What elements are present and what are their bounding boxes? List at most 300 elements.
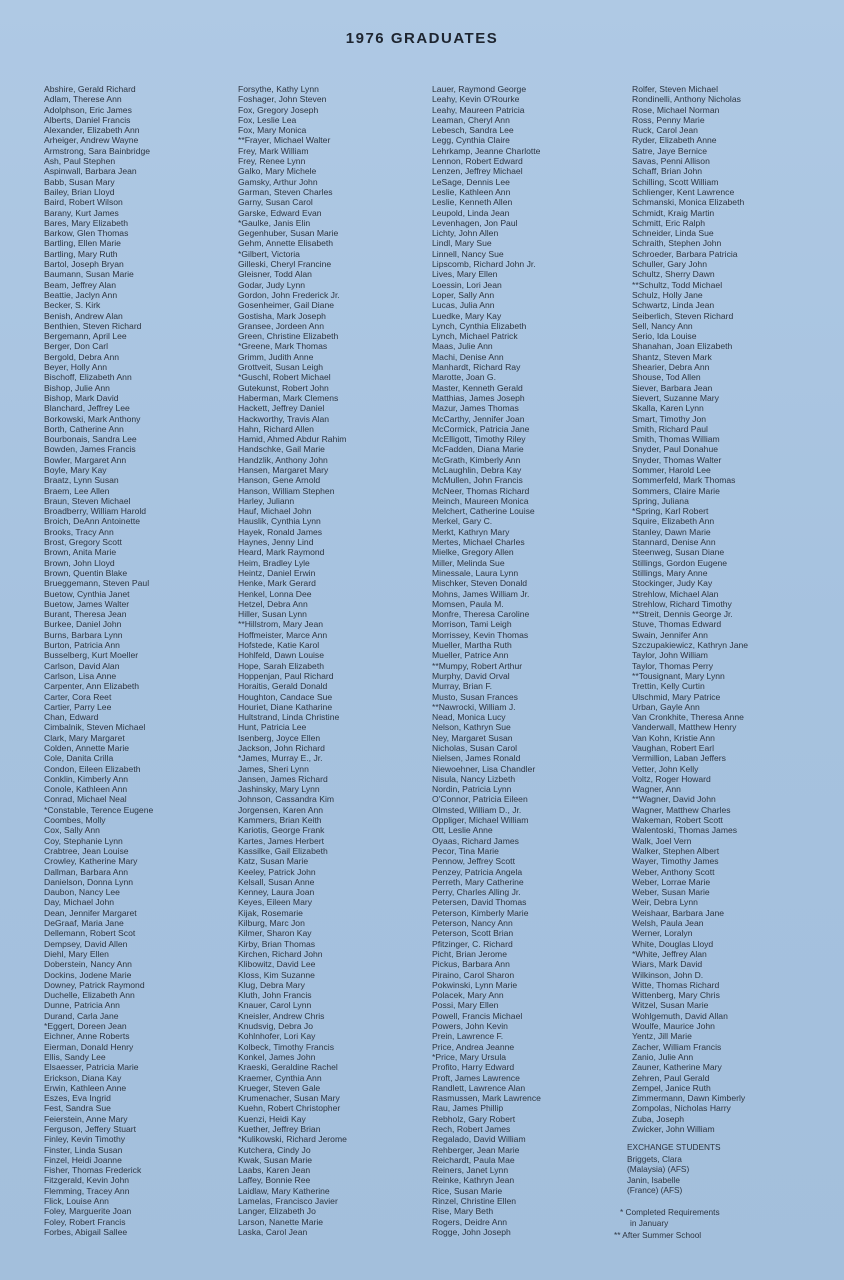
graduate-name: Konkel, James John [238,1051,316,1062]
graduate-name: Ruck, Carol Jean [632,125,698,136]
graduate-name: Diehl, Mary Ellen [44,948,109,959]
graduate-name: Foley, Marguerite Joan [44,1206,132,1217]
graduates-column-4 [632,84,748,1134]
graduate-name: Laska, Carol Jean [238,1226,308,1237]
graduate-name: Ellis, Sandy Lee [44,1051,106,1062]
graduate-name: Petersen, David Thomas [432,897,527,908]
graduate-name: **Wagner, David John [632,794,716,805]
graduate-name: McGrath, Kimberly Ann [432,454,521,465]
graduate-name: Braem, Lee Allen [44,485,110,496]
graduate-name: Jorgensen, Karen Ann [238,804,324,815]
graduate-name: Polacek, Mary Ann [432,990,504,1001]
graduate-name: Mazur, James Thomas [432,403,519,414]
graduate-name: Kilburg, Marc Jon [238,918,305,929]
graduate-name: Dean, Jennifer Margaret [44,907,137,918]
graduate-name: Rasmussen, Mark Lawrence [432,1093,541,1104]
graduate-name: Vermillion, Laban Jeffers [632,753,726,764]
graduate-name: Buetow, James Walter [44,598,130,609]
graduate-name: Krumenacher, Susan Mary [238,1093,340,1104]
graduate-name: Merkt, Kathryn Mary [432,526,510,537]
graduate-name: Bishop, Julie Ann [44,382,110,393]
graduate-name: McFadden, Diana Marie [432,444,524,455]
graduate-name: *Kulikowski, Richard Jerome [238,1134,347,1145]
graduate-name: Marotte, Joan G. [432,372,497,383]
graduate-name: Hayek, Ronald James [238,526,323,537]
graduate-name: Gostisha, Mark Joseph [238,310,326,321]
graduate-name: McCarthy, Jennifer Joan [432,413,525,424]
graduate-name: Pokwinski, Lynn Marie [432,979,518,990]
graduate-name: McElligott, Timothy Riley [432,434,526,445]
graduate-name: Laidlaw, Mary Katherine [238,1185,330,1196]
graduate-name: Zanio, Julie Ann [632,1051,694,1062]
graduate-name: *Eggert, Doreen Jean [44,1021,127,1032]
graduate-name: Hahn, Richard Allen [238,423,314,434]
graduate-name: Hanson, Gene Arnold [238,475,321,486]
graduate-name: Meinch, Maureen Monica [432,495,529,506]
graduate-name: Adolphson, Eric James [44,104,132,115]
graduate-name: Serio, Ida Louise [632,331,697,342]
graduate-name: Kuether, Jeffrey Brian [238,1123,321,1134]
graduate-name: Wittenberg, Mary Chris [632,990,720,1001]
graduate-name: Lennon, Robert Edward [432,156,523,167]
graduate-name: Mueller, Martha Ruth [432,640,512,651]
graduate-name: Bergemann, April Lee [44,331,127,342]
graduate-name: Master, Kenneth Gerald [432,382,523,393]
graduate-name: Weber, Anthony Scott [632,866,715,877]
graduate-name: Stanley, Dawn Marie [632,526,711,537]
graduate-name: Elsaesser, Patricia Marie [44,1062,139,1073]
graduate-name: Kuenzi, Heidi Kay [238,1113,306,1124]
graduate-name: Lindl, Mary Sue [432,238,492,249]
graduates-column-2 [238,84,347,1237]
graduate-name: Forsythe, Kathy Lynn [238,84,319,94]
graduate-name: Kelsall, Susan Anne [238,876,315,887]
graduate-name: Broadberry, William Harold [44,506,147,517]
graduate-name: Schroeder, Barbara Patricia [632,248,738,259]
graduate-name: Machi, Denise Ann [432,351,504,362]
graduate-name: Hackworthy, Travis Alan [238,413,330,424]
graduate-name: Horaitis, Gerald Donald [238,681,328,692]
graduate-name: Keyes, Eileen Mary [238,897,313,908]
graduate-name: Isenberg, Joyce Ellen [238,732,321,743]
graduate-name: Bailey, Brian Lloyd [44,186,115,197]
graduate-name: Weir, Debra Lynn [632,897,698,908]
graduate-name: Bartling, Mary Ruth [44,248,118,259]
graduate-name: Stillings, Mary Anne [632,567,708,578]
graduate-name: Bartling, Ellen Marie [44,238,121,249]
graduate-name: Clark, Mary Margaret [44,732,125,743]
graduate-name: Oyaas, Richard James [432,835,519,846]
graduate-name: Klibowitz, David Lee [238,959,316,970]
graduate-name: Brost, Gregory Scott [44,537,122,548]
graduate-name: Olmsted, William D., Jr. [432,804,522,815]
graduate-name: Fest, Sandra Sue [44,1103,111,1114]
graduate-name: Strehlow, Richard Timothy [632,598,732,609]
graduate-name: Arheiger, Andrew Wayne [44,135,139,146]
graduate-name: Shearier, Debra Ann [632,362,710,373]
graduate-name: Hoppenjan, Paul Richard [238,670,334,681]
graduate-name: Knauer, Carol Lynn [238,1000,312,1011]
graduate-name: Schneider, Linda Sue [632,228,714,239]
graduate-name: Lauer, Raymond George [432,84,527,94]
graduate-name: Miller, Melinda Sue [432,557,505,568]
graduate-name: **Nawrocki, William J. [432,701,516,712]
graduate-name: Heintz, Daniel Erwin [238,567,316,578]
graduate-name: Woulfe, Maurice John [632,1021,715,1032]
graduate-name: Monfre, Theresa Caroline [432,609,530,620]
graduate-name: Blanchard, Jeffrey Lee [44,403,130,414]
graduate-name: Bowden, James Francis [44,444,136,455]
graduate-name: Burkee, Daniel John [44,619,122,630]
graduate-name: Carlson, David Alan [44,660,120,671]
graduate-name: Snyder, Thomas Walter [632,454,722,465]
graduate-name: *Guschl, Robert Michael [238,372,331,383]
graduate-name: Wagner, Matthew Charles [632,804,731,815]
graduate-name: Fisher, Thomas Frederick [44,1165,142,1176]
exchange-line: Janin, Isabelle [627,1175,681,1185]
graduate-name: Barkow, Glen Thomas [44,228,129,239]
graduate-name: Adlam, Therese Ann [44,94,122,105]
graduate-name: Schilling, Scott William [632,176,719,187]
graduate-name: Rondinelli, Anthony Nicholas [632,94,741,105]
graduate-name: Weber, Lorrae Marie [632,876,711,887]
graduate-name: Mohns, James William Jr. [432,588,530,599]
graduate-name: Cole, Danita Crilla [44,753,114,764]
graduate-name: Vaughan, Robert Earl [632,743,715,753]
graduate-name: Kwak, Susan Marie [238,1154,313,1165]
graduate-name: Godar, Judy Lynn [238,279,306,290]
graduate-name: Leahy, Maureen Patricia [432,104,525,115]
graduate-name: Carpenter, Ann Elizabeth [44,681,140,692]
graduate-name: Kartes, James Herbert [238,835,324,846]
graduate-name: Squire, Elizabeth Ann [632,516,715,527]
graduate-name: Powell, Francis Michael [432,1010,523,1021]
graduate-name: Murray, Brian F. [432,681,493,692]
graduate-name: Kirchen, Richard John [238,948,323,959]
graduate-name: Zauner, Katherine Mary [632,1062,722,1073]
graduate-name: Nordin, Patricia Lynn [432,784,512,795]
graduate-name: Fox, Leslie Lea [238,114,297,125]
graduate-name: Kammers, Brian Keith [238,815,322,826]
graduate-name: Sommers, Claire Marie [632,485,720,496]
graduate-name: Kariotis, George Frank [238,825,325,836]
graduate-name: Levenhagen, Jon Paul [432,217,518,228]
graduate-name: Bergold, Debra Ann [44,351,120,362]
graduate-name: Daubon, Nancy Lee [44,887,120,898]
graduate-name: Legg, Cynthia Claire [432,135,510,146]
graduate-name: Jashinsky, Mary Lynn [238,784,320,795]
graduate-name: Brueggemann, Steven Paul [44,578,150,589]
graduate-name: Leslie, Kathleen Ann [432,186,511,197]
graduate-name: Klug, Debra Mary [238,979,305,990]
graduate-name: **Schultz, Todd Michael [632,279,723,290]
graduate-name: Cox, Sally Ann [44,825,100,836]
graduate-name: Cartier, Parry Lee [44,701,112,712]
graduate-name: Mischker, Steven Donald [432,578,528,589]
graduate-name: Henke, Mark Gerard [238,578,316,589]
graduate-name: McCormick, Patricia Jane [432,423,530,434]
graduate-name: McLaughlin, Debra Kay [432,464,522,475]
graduate-name: Zwicker, John William [632,1123,715,1134]
graduate-name: Shanahan, Joan Elizabeth [632,341,733,352]
graduate-name: Baird, Robert Wilson [44,197,123,208]
graduate-name: Hoffmeister, Marce Ann [238,629,328,640]
graduate-name: Kuehn, Robert Christopher [238,1103,341,1114]
graduate-name: Handzlik, Anthony John [238,454,328,465]
graduate-name: Proft, James Lawrence [432,1072,520,1083]
note-line: in January [630,1218,669,1228]
graduate-name: Garny, Susan Carol [238,197,313,208]
graduate-name: Luedke, Mary Kay [432,310,502,321]
graduate-name: Voltz, Roger Howard [632,773,711,784]
graduate-name: Brown, Quentin Blake [44,567,128,578]
graduate-name: Pecor, Tina Marie [432,845,499,856]
graduate-name: Alberts, Daniel Francis [44,114,131,125]
graduate-name: Strehlow, Michael Alan [632,588,719,599]
graduate-name: Kloss, Kim Suzanne [238,969,315,980]
graduate-name: **Tousignant, Mary Lynn [632,670,725,681]
exchange-heading: EXCHANGE STUDENTS [627,1142,721,1152]
graduate-name: Schmidt, Kraig Martin [632,207,715,218]
graduate-name: Niewoehner, Lisa Chandler [432,763,536,774]
graduate-name: O'Connor, Patricia Eileen [432,794,528,805]
graduate-name: Lynch, Cynthia Elizabeth [432,320,527,331]
graduate-name: Downey, Patrick Raymond [44,979,145,990]
graduate-name: Ney, Margaret Susan [432,732,513,743]
graduate-name: Lipscomb, Richard John Jr. [432,259,536,270]
graduate-name: Eszes, Eva Ingrid [44,1093,111,1104]
graduate-name: Linnell, Nancy Sue [432,248,504,259]
graduate-name: Leslie, Kenneth Allen [432,197,513,208]
graduate-name: Rau, James Phillip [432,1103,504,1114]
graduate-name: Baumann, Susan Marie [44,269,134,280]
graduate-name: Finster, Linda Susan [44,1144,123,1155]
graduate-name: Werner, Loralyn [632,928,693,939]
page-title: 1976 GRADUATES [345,30,499,47]
graduate-name: Leaman, Cheryl Ann [432,114,510,125]
graduate-name: Eichner, Anne Roberts [44,1031,130,1042]
graduate-name: Armstrong, Sara Bainbridge [44,145,151,156]
graduate-name: Grottveit, Susan Leigh [238,362,324,373]
graduate-name: Schwartz, Linda Jean [632,300,715,311]
graduate-name: Satre, Jaye Bernice [632,145,707,156]
graduate-name: Busselberg, Kurt Moeller [44,650,139,661]
graduate-name: Van Cronkhite, Theresa Anne [632,712,744,723]
graduate-name: Schuller, Gary John [632,259,707,270]
graduate-name: Krueger, Steven Gale [238,1082,321,1093]
graduate-name: Randlett, Lawrence Alan [432,1082,526,1093]
graduate-name: *James, Murray E., Jr. [238,753,323,764]
graduate-name: Green, Christine Elizabeth [238,331,339,342]
graduate-name: Walentoski, Thomas James [632,825,738,836]
graduate-name: Galko, Mary Michele [238,166,317,177]
graduate-name: Nelson, Kathryn Sue [432,722,511,733]
graduate-name: Rehberger, Jean Marie [432,1144,520,1155]
graduate-name: Profito, Harry Edward [432,1062,515,1073]
graduate-name: Swain, Jennifer Ann [632,629,708,640]
graduate-name: Flick, Louise Ann [44,1196,109,1207]
graduate-name: Reichardt, Paula Mae [432,1154,515,1165]
graduate-name: Rose, Michael Norman [632,104,720,115]
graduate-name: Crowley, Katherine Mary [44,856,138,867]
graduate-name: Taylor, John William [632,650,708,661]
graduate-name: Dunne, Patricia Ann [44,1000,120,1011]
graduate-name: Nielsen, James Ronald [432,753,521,764]
graduate-name: Nicholas, Susan Carol [432,743,518,753]
graduate-name: Lehrkamp, Jeanne Charlotte [432,145,541,156]
graduate-name: Alexander, Elizabeth Ann [44,125,140,136]
graduate-name: Babb, Susan Mary [44,176,115,187]
graduate-name: Dempsey, David Allen [44,938,128,949]
graduate-name: Rogge, John Joseph [432,1226,511,1237]
graduate-name: *Gaulke, Janis Elin [238,217,311,228]
graduate-name: Bartol, Joseph Bryan [44,259,124,270]
exchange-line: (Malaysia) (AFS) [627,1164,690,1174]
graduate-name: Peterson, Scott Brian [432,928,514,939]
graduate-name: Conrad, Michael Neal [44,794,127,805]
graduate-name: Foshager, John Steven [238,94,327,105]
graduate-name: Seiberlich, Steven Richard [632,310,734,321]
graduate-name: Gordon, John Frederick Jr. [238,289,340,300]
exchange-line: Briggets, Clara [627,1154,682,1164]
graduate-name: Witte, Thomas Richard [632,979,720,990]
graduate-name: Borkowski, Mark Anthony [44,413,141,424]
graduate-name: Reiners, Janet Lynn [432,1165,509,1176]
graduate-name: Sievert, Suzanne Mary [632,392,719,403]
graduate-name: Burns, Barbara Lynn [44,629,123,640]
graduate-name: McNeer, Thomas Richard [432,485,530,496]
graduate-name: Nead, Monica Lucy [432,712,506,723]
graduate-name: Becker, S. Kirk [44,300,101,311]
graduate-name: Schultz, Sherry Dawn [632,269,715,280]
graduate-name: Colden, Annette Marie [44,743,130,753]
graduate-name: Oppliger, Michael William [432,815,529,826]
graduate-name: Wilkinson, John D. [632,969,704,980]
graduate-name: Gutekunst, Robert John [238,382,329,393]
graduate-name: Lenzen, Jeffrey Michael [432,166,523,177]
graduate-name: Ulschmid, Mary Patrice [632,691,721,702]
graduate-name: Heim, Bradley Lyle [238,557,310,568]
graduate-name: Shantz, Steven Mark [632,351,712,362]
graduate-name: Chan, Edward [44,712,99,723]
graduate-name: Schmanski, Monica Elizabeth [632,197,745,208]
graduate-name: Borth, Catherine Ann [44,423,124,434]
graduate-name: Schlienger, Kent Lawrence [632,186,735,197]
graduate-name: Prein, Lawrence F. [432,1031,504,1042]
graduate-name: Weber, Susan Marie [632,887,710,898]
graduate-name: Weishaar, Barbara Jane [632,907,725,918]
graduate-name: Hohlfeld, Dawn Louise [238,650,324,661]
graduate-name: Gehm, Annette Elisabeth [238,238,334,249]
graduate-name: Bowler, Margaret Ann [44,454,127,465]
graduate-name: Steenweg, Susan Diane [632,547,725,558]
graduate-name: Wohlgemuth, David Allan [632,1010,728,1021]
graduate-name: Finley, Kevin Timothy [44,1134,126,1145]
graduate-name: Hanson, William Stephen [238,485,335,496]
graduate-name: Loper, Sally Ann [432,289,495,300]
graduate-name: Conole, Kathleen Ann [44,784,128,795]
graduate-name: Danielson, Donna Lynn [44,876,134,887]
graduate-name: Lamelas, Francisco Javier [238,1196,338,1207]
graduate-name: Merkel, Gary C. [432,516,493,527]
graduate-name: *Price, Mary Ursula [432,1051,507,1062]
graduate-name: Braatz, Lynn Susan [44,475,119,486]
graduate-name: Rech, Robert James [432,1123,511,1134]
graduate-name: Finzel, Heidi Joanne [44,1154,122,1165]
graduate-name: Sell, Nancy Ann [632,320,693,331]
graduate-name: Hansen, Margaret Mary [238,464,329,475]
graduate-name: Bourbonais, Sandra Lee [44,434,137,445]
graduate-name: Rinzel, Christine Ellen [432,1196,517,1207]
graduate-name: Rebholz, Gary Robert [432,1113,516,1124]
graduate-name: Duchelle, Elizabeth Ann [44,990,135,1001]
graduate-name: Doberstein, Nancy Ann [44,959,132,970]
graduate-name: Brown, Anita Marie [44,547,117,558]
graduate-name: Langer, Elizabeth Jo [238,1206,316,1217]
graduate-name: Heard, Mark Raymond [238,547,325,558]
graduate-name: Stillings, Gordon Eugene [632,557,728,568]
graduate-name: Schraith, Stephen John [632,238,722,249]
graduate-name: Conklin, Kimberly Ann [44,773,129,784]
graduate-name: Perreth, Mary Catherine [432,876,524,887]
graduate-name: Regalado, David William [432,1134,526,1145]
graduate-name: Larson, Nanette Marie [238,1216,324,1227]
graduate-name: Erwin, Kathleen Anne [44,1082,127,1093]
graduate-name: Lives, Mary Ellen [432,269,498,280]
graduate-name: Laffey, Bonnie Ree [238,1175,311,1186]
graduate-name: Murphy, David Orval [432,670,510,681]
graduate-name: Bischoff, Elizabeth Ann [44,372,132,383]
graduate-name: Leahy, Kevin O'Rourke [432,94,520,105]
graduate-name: Hultstrand, Linda Christine [238,712,340,723]
graduate-name: Maas, Julie Ann [432,341,493,352]
graduate-name: LeSage, Dennis Lee [432,176,510,187]
graduate-name: Beattie, Jaclyn Ann [44,289,118,300]
graduate-name: Peterson, Nancy Ann [432,918,513,929]
graduate-name: Melchert, Catherine Louise [432,506,535,517]
graduate-name: Hunt, Patricia Lee [238,722,307,733]
graduate-name: DeGraaf, Maria Jane [44,918,124,929]
graduate-name: Sommerfeld, Mark Thomas [632,475,736,486]
graduate-name: Garman, Steven Charles [238,186,333,197]
graduate-name: Musto, Susan Frances [432,691,518,702]
graduate-name: Forbes, Abigail Sallee [44,1226,128,1237]
graduate-name: Houriet, Diane Katharine [238,701,333,712]
graduate-name: Rogers, Deidre Ann [432,1216,507,1227]
graduate-name: Hetzel, Debra Ann [238,598,308,609]
graduate-name: Feierstein, Anne Mary [44,1113,128,1124]
graduate-name: Johnson, Cassandra Kim [238,794,335,805]
graduate-name: Trettin, Kelly Curtin [632,681,705,692]
graduate-name: Berger, Don Carl [44,341,109,352]
graduate-name: Reinke, Kathryn Jean [432,1175,515,1186]
graduate-name: Dallman, Barbara Ann [44,866,129,877]
graduate-name: Gegenhuber, Susan Marie [238,228,339,239]
graduate-name: Haberman, Mark Clemens [238,392,339,403]
graduate-name: Cimbalnik, Steven Michael [44,722,146,733]
graduate-name: Spring, Juliana [632,495,689,506]
graduate-name: Price, Andrea Jeanne [432,1041,515,1052]
graduate-name: Brown, John Lloyd [44,557,115,568]
graduate-name: Vanderwall, Matthew Henry [632,722,737,733]
graduate-name: Gleisner, Todd Alan [238,269,312,280]
graduate-name: Erickson, Diana Kay [44,1072,122,1083]
exchange-line: (France) (AFS) [627,1185,683,1195]
graduate-name: Schmitt, Eric Ralph [632,217,706,228]
graduate-name: Condon, Eileen Elizabeth [44,763,141,774]
graduate-name: Pickus, Barbara Ann [432,959,510,970]
graduate-name: *Constable, Terence Eugene [44,804,154,815]
